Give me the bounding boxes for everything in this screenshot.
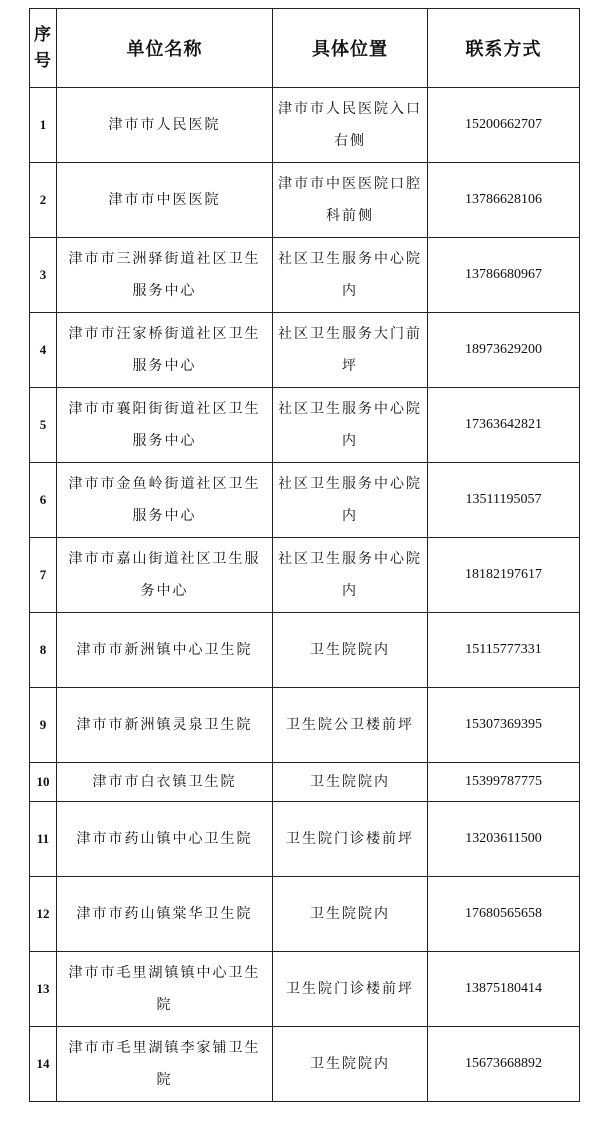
row-location: 卫生院门诊楼前坪 bbox=[273, 802, 428, 877]
row-phone: 15399787775 bbox=[428, 763, 580, 802]
row-index: 10 bbox=[30, 763, 57, 802]
row-phone: 15115777331 bbox=[428, 613, 580, 688]
row-location: 津市市人民医院入口右侧 bbox=[273, 88, 428, 163]
header-index: 序号 bbox=[30, 9, 57, 88]
row-location: 社区卫生服务中心院内 bbox=[273, 238, 428, 313]
row-location: 卫生院院内 bbox=[273, 613, 428, 688]
row-unit-name: 津市市金鱼岭街道社区卫生服务中心 bbox=[57, 463, 273, 538]
row-index: 8 bbox=[30, 613, 57, 688]
header-contact: 联系方式 bbox=[428, 9, 580, 88]
row-phone: 15200662707 bbox=[428, 88, 580, 163]
table-row bbox=[30, 688, 580, 763]
table-row bbox=[30, 802, 580, 877]
row-phone: 15307369395 bbox=[428, 688, 580, 763]
table-row bbox=[30, 877, 580, 952]
row-unit-name: 津市市毛里湖镇李家铺卫生院 bbox=[57, 1027, 273, 1102]
row-location: 卫生院公卫楼前坪 bbox=[273, 688, 428, 763]
table-row bbox=[30, 163, 580, 238]
contact-table bbox=[29, 8, 580, 1102]
table-row bbox=[30, 1027, 580, 1102]
row-index: 13 bbox=[30, 952, 57, 1027]
row-unit-name: 津市市药山镇中心卫生院 bbox=[57, 802, 273, 877]
row-phone: 18973629200 bbox=[428, 313, 580, 388]
header-unit: 单位名称 bbox=[57, 9, 273, 88]
row-index: 12 bbox=[30, 877, 57, 952]
row-unit-name: 津市市毛里湖镇镇中心卫生院 bbox=[57, 952, 273, 1027]
table-row bbox=[30, 88, 580, 163]
row-index: 7 bbox=[30, 538, 57, 613]
row-location: 卫生院院内 bbox=[273, 1027, 428, 1102]
row-index: 2 bbox=[30, 163, 57, 238]
row-unit-name: 津市市新洲镇中心卫生院 bbox=[57, 613, 273, 688]
row-index: 14 bbox=[30, 1027, 57, 1102]
row-index: 1 bbox=[30, 88, 57, 163]
row-index: 6 bbox=[30, 463, 57, 538]
table-row bbox=[30, 388, 580, 463]
row-phone: 13203611500 bbox=[428, 802, 580, 877]
row-phone: 15673668892 bbox=[428, 1027, 580, 1102]
row-phone: 13511195057 bbox=[428, 463, 580, 538]
row-phone: 17680565658 bbox=[428, 877, 580, 952]
row-unit-name: 津市市襄阳街街道社区卫生服务中心 bbox=[57, 388, 273, 463]
row-location: 津市市中医医院口腔科前侧 bbox=[273, 163, 428, 238]
row-index: 5 bbox=[30, 388, 57, 463]
row-index: 4 bbox=[30, 313, 57, 388]
row-phone: 18182197617 bbox=[428, 538, 580, 613]
row-index: 3 bbox=[30, 238, 57, 313]
row-location: 社区卫生服务大门前坪 bbox=[273, 313, 428, 388]
row-location: 社区卫生服务中心院内 bbox=[273, 388, 428, 463]
row-index: 11 bbox=[30, 802, 57, 877]
table-row bbox=[30, 463, 580, 538]
row-unit-name: 津市市白衣镇卫生院 bbox=[57, 763, 273, 802]
row-location: 卫生院院内 bbox=[273, 877, 428, 952]
row-phone: 13875180414 bbox=[428, 952, 580, 1027]
table-header-row bbox=[30, 9, 580, 88]
row-unit-name: 津市市嘉山街道社区卫生服务中心 bbox=[57, 538, 273, 613]
header-location: 具体位置 bbox=[273, 9, 428, 88]
row-location: 社区卫生服务中心院内 bbox=[273, 538, 428, 613]
table-row bbox=[30, 313, 580, 388]
row-index: 9 bbox=[30, 688, 57, 763]
table-row bbox=[30, 538, 580, 613]
row-unit-name: 津市市中医医院 bbox=[57, 163, 273, 238]
table-row bbox=[30, 238, 580, 313]
table-row bbox=[30, 613, 580, 688]
row-unit-name: 津市市汪家桥街道社区卫生服务中心 bbox=[57, 313, 273, 388]
row-phone: 13786628106 bbox=[428, 163, 580, 238]
table-body bbox=[30, 88, 580, 1102]
row-unit-name: 津市市药山镇棠华卫生院 bbox=[57, 877, 273, 952]
row-unit-name: 津市市人民医院 bbox=[57, 88, 273, 163]
row-location: 卫生院院内 bbox=[273, 763, 428, 802]
row-location: 卫生院门诊楼前坪 bbox=[273, 952, 428, 1027]
row-phone: 17363642821 bbox=[428, 388, 580, 463]
row-location: 社区卫生服务中心院内 bbox=[273, 463, 428, 538]
table-row bbox=[30, 763, 580, 802]
row-unit-name: 津市市新洲镇灵泉卫生院 bbox=[57, 688, 273, 763]
row-unit-name: 津市市三洲驿街道社区卫生服务中心 bbox=[57, 238, 273, 313]
table-row bbox=[30, 952, 580, 1027]
row-phone: 13786680967 bbox=[428, 238, 580, 313]
